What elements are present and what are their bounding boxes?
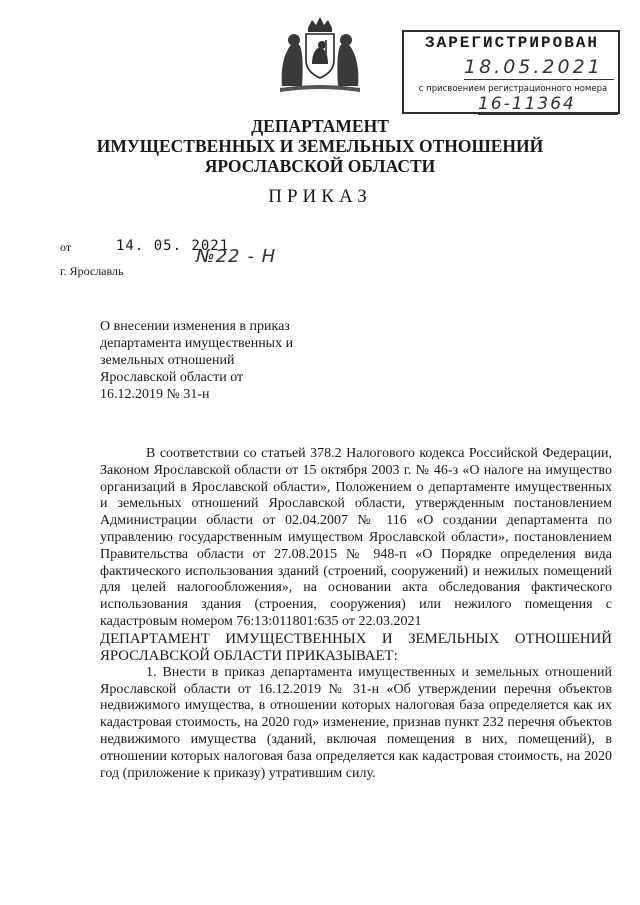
body-paragraph-preamble: В соответствии со статьей 378.2 Налогового кодекса Российской Федерации, Законом Ярославской области от 15 октября 2003 г. № 46-з «О налоге на имущество организаций в Ярославской области», Положением о департаменте имущественных и земельных отношений Ярославской области, утвержденным постановлением Администрации области от 02.04.2007 № 116 «О создании департамента по управлению государственным имуществом Ярославской области», постановлением Правительства области от 27.08.2015 № 948-п «О Порядке определения вида фактического использования зданий (строений, сооружений) и нежилых помещений для целей налогообложения», на основании акта обследования фактического использования здания (строения, сооружения) или нежилого помещения с кадастровым номером 76:13:011801:635 от 22.03.2021: [100, 446, 612, 629]
body-paragraph-item-1: 1. Внести в приказ департамента имущественных и земельных отношений Ярославской области от 16.12.2019 № 31-н «Об утверждении перечня объектов недвижимого имущества, в отношении которых налоговая база определяется как их кадастровая стоимость, на 2020 год» изменение, признав пункт 232 перечня объектов недвижимого имущества (зданий, включая помещения в них, помещений), в отношении которых налоговая база определяется как кадастровая стоимость, на 2020 год (приложение к приказу) утратившим силу.: [100, 664, 612, 781]
order-title: ПРИКАЗ: [268, 186, 372, 207]
date-label: от: [60, 240, 72, 254]
subject-line-3: земельных отношений: [100, 353, 235, 368]
stamp-title: ЗАРЕГИСТРИРОВАН: [424, 34, 600, 52]
subject-line-2: департамента имущественных и: [100, 336, 294, 351]
registration-stamp: [402, 30, 620, 114]
order-number: №22 - Н: [196, 246, 277, 267]
stamp-registration-number: 16-11364: [478, 94, 618, 115]
stamp-note: с присвоением регистрационного номера: [418, 84, 608, 94]
stamp-date: 18.05.2021: [464, 56, 614, 80]
coat-of-arms-emblem: [270, 14, 370, 94]
order-date: 14. 05. 2021: [116, 238, 230, 254]
subject-line-5: 16.12.2019 № 31-н: [100, 387, 210, 402]
department-line-2: ИМУЩЕСТВЕННЫХ И ЗЕМЕЛЬНЫХ ОТНОШЕНИЙ: [96, 136, 544, 156]
subject-line-4: Ярославской области от: [100, 370, 244, 385]
department-line-3: ЯРОСЛАВСКОЙ ОБЛАСТИ: [204, 156, 436, 176]
order-subject: [100, 318, 320, 403]
city: г. Ярославль: [60, 264, 124, 278]
department-heading: [60, 116, 580, 176]
subject-line-1: О внесении изменения в приказ: [100, 319, 290, 334]
body-paragraph-decree: ДЕПАРТАМЕНТ ИМУЩЕСТВЕННЫХ И ЗЕМЕЛЬНЫХ ОТНОШЕНИЙ ЯРОСЛАВСКОЙ ОБЛАСТИ ПРИКАЗЫВАЕТ:: [100, 630, 612, 664]
department-line-1: ДЕПАРТАМЕНТ: [251, 116, 389, 136]
order-body: [100, 446, 612, 782]
